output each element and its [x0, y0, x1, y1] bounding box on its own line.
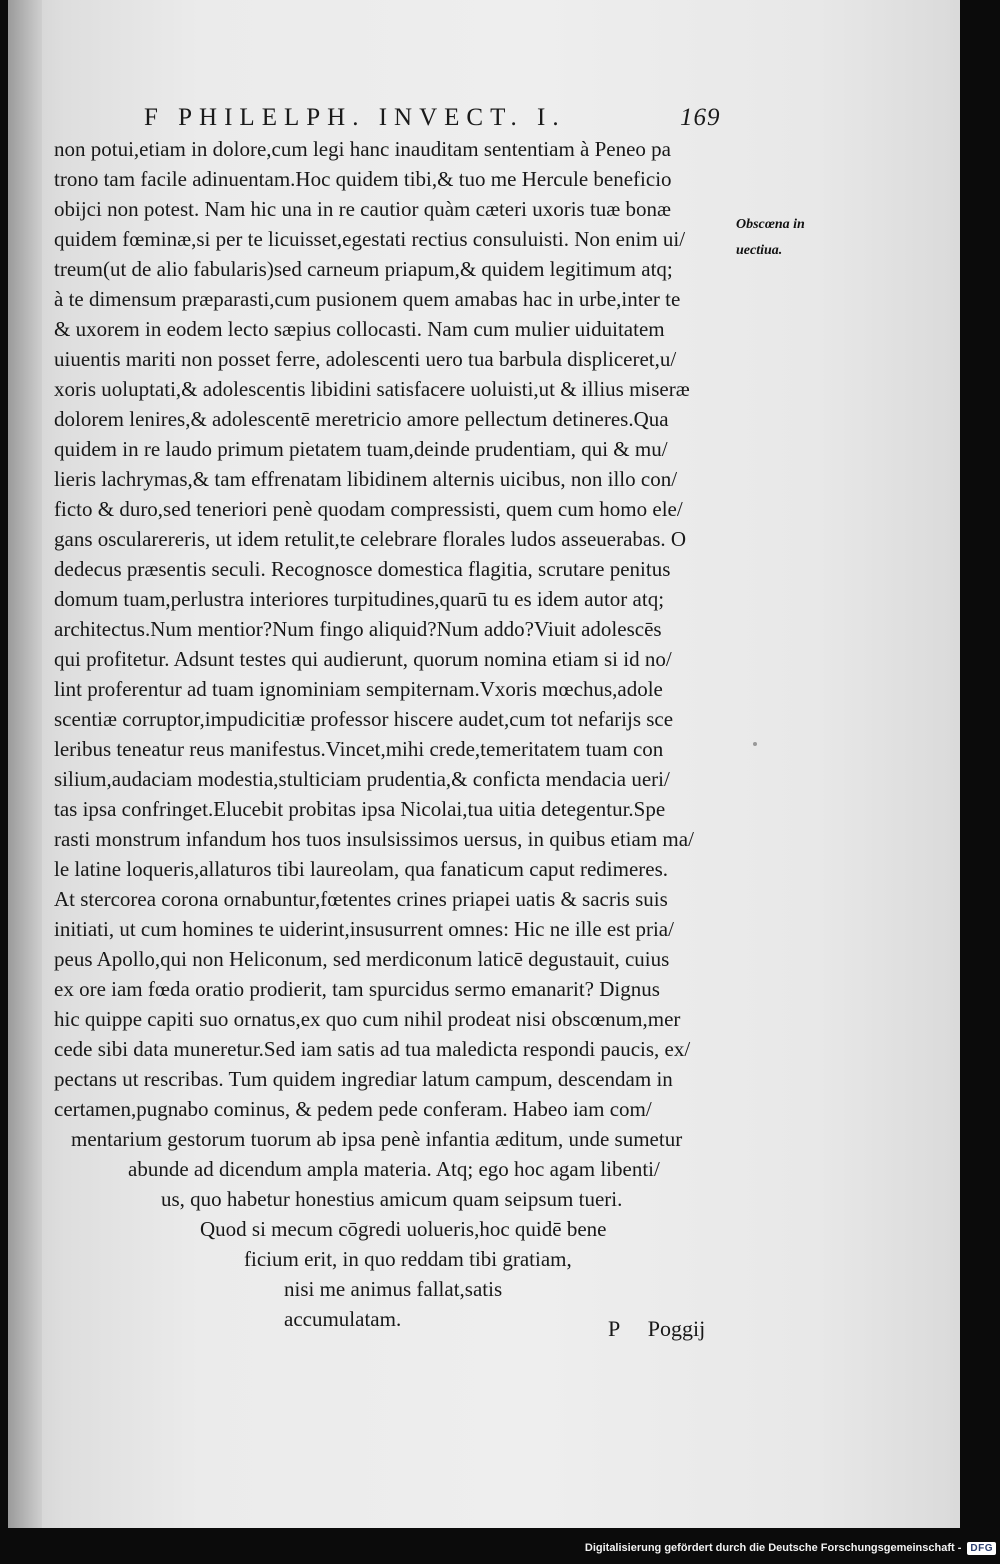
text-line: quidem fœminæ,si per te licuisset,egestati rectius consuluisti. Non enim ui/	[54, 227, 686, 251]
text-line: architectus.Num mentior?Num fingo aliquid?Num addo?Viuit adolescēs	[54, 617, 662, 641]
text-line: domum tuam,perlustra interiores turpitudines,quarū tu es idem autor atq;	[54, 587, 665, 611]
text-line: us, quo habetur honestius amicum quam seipsum tueri.	[161, 1187, 623, 1211]
text-line: ficium erit, in quo reddam tibi gratiam,	[244, 1247, 572, 1271]
marginal-note	[736, 212, 816, 264]
text-line: qui profitetur. Adsunt testes qui audierunt, quorum nomina etiam si id no/	[54, 647, 672, 671]
text-line: gans oscularereris, ut idem retulit,te celebrare florales ludos asseuerabas. O	[54, 527, 687, 551]
book-page	[8, 0, 960, 1528]
text-line: trono tam facile adinuentam.Hoc quidem tibi,& tuo me Hercule beneficio	[54, 167, 672, 191]
text-line: certamen,pugnabo cominus, & pedem pede conferam. Habeo iam com/	[54, 1097, 652, 1121]
text-line: non potui,etiam in dolore,cum legi hanc inauditam sententiam à Peneo pa	[54, 137, 671, 161]
text-line: lieris lachrymas,& tam effrenatam libidinem alternis uicibus, non illo con/	[54, 467, 678, 491]
running-title: F PHILELPH. INVECT. I.	[144, 104, 566, 131]
text-line: silium,audaciam modestia,stulticiam prudentia,& conficta mendacia ueri/	[54, 767, 670, 791]
text-line: dedecus præsentis seculi. Recognosce domestica flagitia, scrutare penitus	[54, 557, 671, 581]
text-line: & uxorem in eodem lecto sæpius collocasti. Nam cum mulier uiduitatem	[54, 317, 665, 341]
text-line: xoris uoluptati,& adolescentis libidini satisfacere uoluisti,ut & illius miseræ	[54, 377, 690, 401]
text-line: ficto & duro,sed teneriori penè quodam compressisti, quem cum homo ele/	[54, 497, 683, 521]
text-line: rasti monstrum infandum hos tuos insulsissimos uersus, in quibus etiam ma/	[54, 827, 694, 851]
text-line: initiati, ut cum homines te uiderint,insusurrent omnes: Hic ne ille est pria/	[54, 917, 674, 941]
text-line: tas ipsa confringet.Elucebit probitas ipsa Nicolai,tua uitia detegentur.Spe	[54, 797, 666, 821]
text-line: treum(ut de alio fabularis)sed carneum priapum,& quidem legitimum atq;	[54, 257, 673, 281]
text-line: Quod si mecum cōgredi uolueris,hoc quidē bene	[200, 1217, 607, 1241]
catchword	[608, 1316, 705, 1342]
text-line: At stercorea corona ornabuntur,fœtentes crines priapei uatis & sacris suis	[54, 887, 668, 911]
text-line: obijci non potest. Nam hic una in re cautior quàm cæteri uxoris tuæ bonæ	[54, 197, 672, 221]
text-line: abunde ad dicendum ampla materia. Atq; ego hoc agam libenti/	[128, 1157, 660, 1181]
text-line: accumulatam.	[284, 1307, 402, 1331]
text-line: nisi me animus fallat,satis	[284, 1277, 503, 1301]
footer-credit: Digitalisierung gefördert durch die Deutsche Forschungsgemeinschaft -	[584, 1542, 962, 1554]
text-line: quidem in re laudo primum pietatem tuam,deinde prudentiam, qui & mu/	[54, 437, 668, 461]
text-line: dolorem lenires,& adolescentē meretricio amore pellectum detineres.Qua	[54, 407, 669, 431]
signature-mark: P	[608, 1316, 621, 1341]
text-line: cede sibi data muneretur.Sed iam satis ad tua maledicta respondi paucis, ex/	[54, 1037, 691, 1061]
running-header	[144, 104, 744, 134]
text-line: hic quippe capiti suo ornatus,ex quo cum nihil prodeat nisi obscœnum,mer	[54, 1007, 681, 1031]
dfg-logo-icon: DFG	[967, 1542, 996, 1555]
text-line: leribus teneatur reus manifestus.Vincet,mihi crede,temeritatem tuam con	[54, 737, 664, 761]
text-line: scentiæ corruptor,impudicitiæ professor hiscere audet,cum tot nefarijs sce	[54, 707, 674, 731]
digitization-footer	[585, 1538, 996, 1558]
body-text	[54, 134, 744, 1334]
text-line: pectans ut rescribas. Tum quidem ingrediar latum campum, descendam in	[54, 1067, 673, 1091]
text-line: à te dimensum præparasti,cum pusionem quem amabas hac in urbe,inter te	[54, 287, 681, 311]
text-line: le latine loqueris,allaturos tibi laureolam, qua fanaticum caput redimeres.	[54, 857, 669, 881]
page-number: 169	[680, 104, 721, 131]
text-line: ex ore iam fœda oratio prodierit, tam spurcidus sermo emanarit? Dignus	[54, 977, 660, 1001]
marginal-note-line: Obscœna in	[736, 217, 805, 232]
catchword-text: Poggij	[647, 1316, 706, 1341]
text-line: uiuentis mariti non posset ferre, adolescenti uero tua barbula displiceret,u/	[54, 347, 677, 371]
text-line: lint proferentur ad tuam ignominiam sempiternam.Vxoris mœchus,adole	[54, 677, 663, 701]
marginal-note-line: uectiua.	[736, 243, 783, 258]
text-line: peus Apollo,qui non Heliconum, sed merdiconum laticē degustauit, cuius	[54, 947, 670, 971]
paper-speck	[753, 742, 757, 746]
text-line: mentarium gestorum tuorum ab ipsa penè infantia æditum, unde sumetur	[71, 1127, 683, 1151]
page-gutter	[8, 0, 42, 1528]
